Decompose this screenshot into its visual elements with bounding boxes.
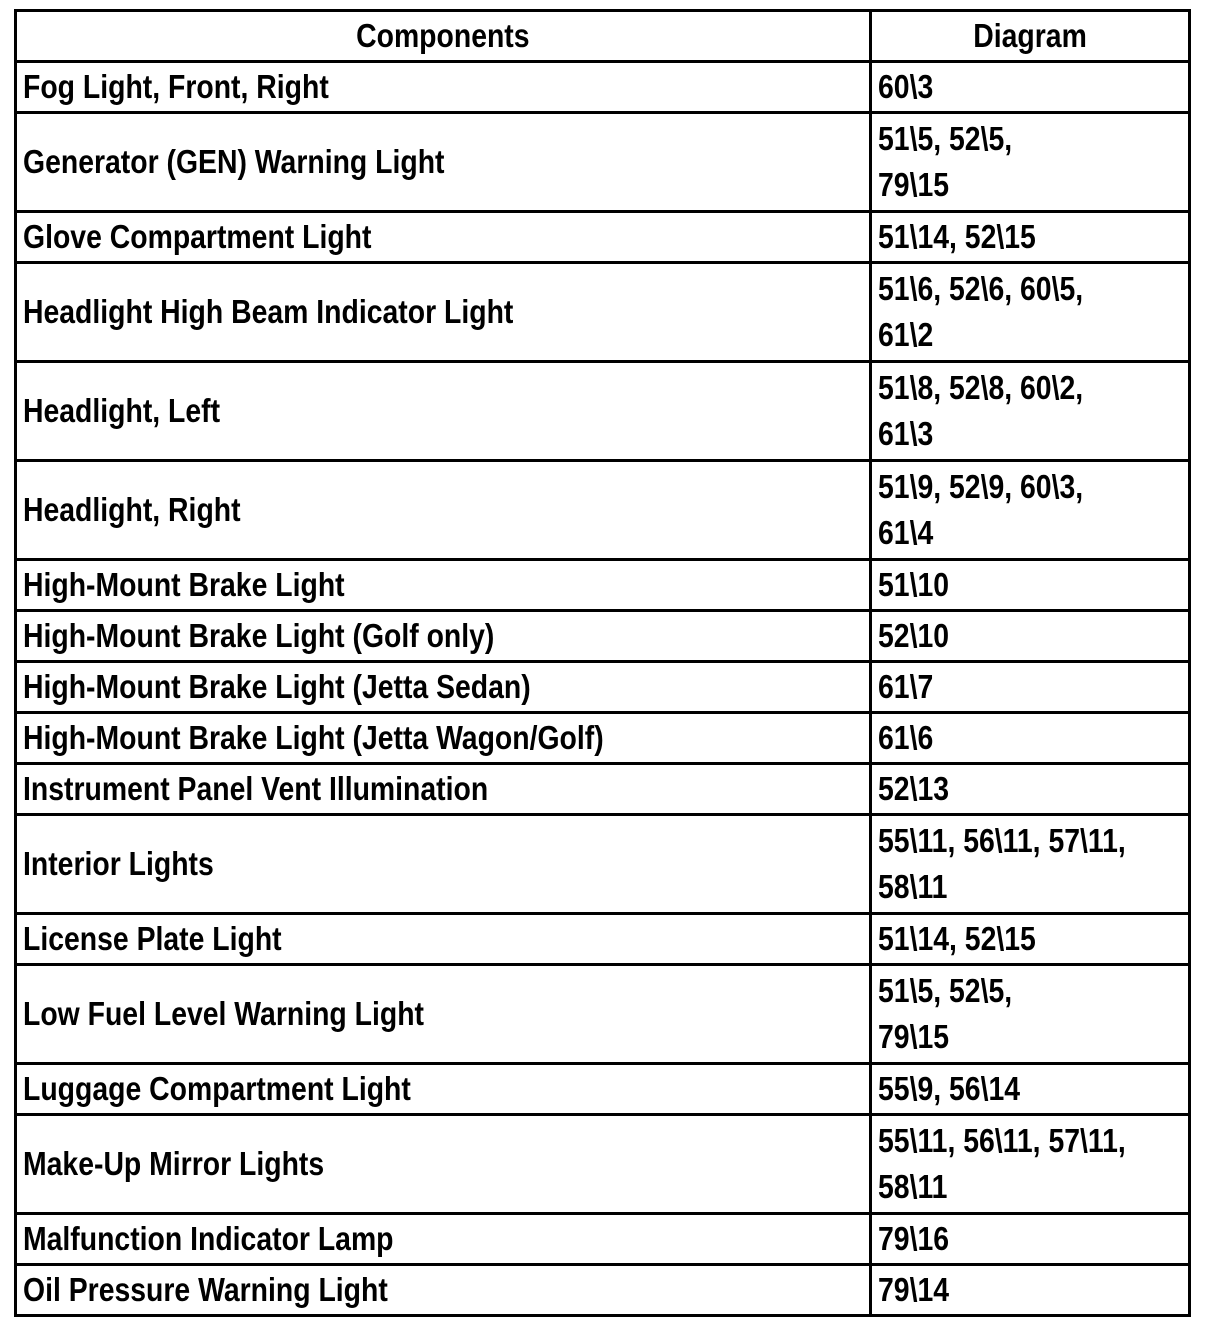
- component-cell: License Plate Light: [16, 914, 871, 965]
- diagram-cell: 51\14, 52\15: [871, 212, 1190, 263]
- table-row: [16, 914, 1190, 965]
- table-row: [16, 461, 1190, 560]
- component-cell: Make-Up Mirror Lights: [16, 1115, 871, 1214]
- component-cell: Instrument Panel Vent Illumination: [16, 764, 871, 815]
- table-row: [16, 965, 1190, 1064]
- diagram-cell: 51\10: [871, 560, 1190, 611]
- table-row: [16, 263, 1190, 362]
- component-cell: High-Mount Brake Light (Jetta Sedan): [16, 662, 871, 713]
- diagram-cell: 79\16: [871, 1214, 1190, 1265]
- diagram-cell: 51\5, 52\5, 79\15: [871, 113, 1190, 212]
- diagram-cell: 51\14, 52\15: [871, 914, 1190, 965]
- diagram-cell: 55\11, 56\11, 57\11, 58\11: [871, 1115, 1190, 1214]
- component-cell: High-Mount Brake Light: [16, 560, 871, 611]
- table-row: [16, 62, 1190, 113]
- diagram-cell: 52\10: [871, 611, 1190, 662]
- component-cell: Oil Pressure Warning Light: [16, 1265, 871, 1316]
- diagram-cell: 55\11, 56\11, 57\11, 58\11: [871, 815, 1190, 914]
- diagram-cell: 51\5, 52\5, 79\15: [871, 965, 1190, 1064]
- diagram-cell: 51\8, 52\8, 60\2, 61\3: [871, 362, 1190, 461]
- component-cell: Headlight, Right: [16, 461, 871, 560]
- component-cell: Fog Light, Front, Right: [16, 62, 871, 113]
- table-row: [16, 1064, 1190, 1115]
- component-cell: High-Mount Brake Light (Golf only): [16, 611, 871, 662]
- table-row: [16, 1265, 1190, 1316]
- diagram-cell: 55\9, 56\14: [871, 1064, 1190, 1115]
- diagram-cell: 51\6, 52\6, 60\5, 61\2: [871, 263, 1190, 362]
- table-header-row: [16, 11, 1190, 62]
- table-row: [16, 815, 1190, 914]
- table-row: [16, 560, 1190, 611]
- table-row: [16, 662, 1190, 713]
- diagram-cell: 52\13: [871, 764, 1190, 815]
- table-row: [16, 113, 1190, 212]
- table-row: [16, 713, 1190, 764]
- component-cell: Generator (GEN) Warning Light: [16, 113, 871, 212]
- table-row: [16, 212, 1190, 263]
- table-row: [16, 1214, 1190, 1265]
- component-cell: Headlight High Beam Indicator Light: [16, 263, 871, 362]
- component-cell: Malfunction Indicator Lamp: [16, 1214, 871, 1265]
- component-cell: Luggage Compartment Light: [16, 1064, 871, 1115]
- table-row: [16, 764, 1190, 815]
- diagram-cell: 79\14: [871, 1265, 1190, 1316]
- table-row: [16, 1115, 1190, 1214]
- diagram-cell: 60\3: [871, 62, 1190, 113]
- component-cell: Interior Lights: [16, 815, 871, 914]
- component-cell: Low Fuel Level Warning Light: [16, 965, 871, 1064]
- component-cell: Glove Compartment Light: [16, 212, 871, 263]
- components-diagram-table: [14, 9, 1191, 1317]
- table-row: [16, 362, 1190, 461]
- diagram-cell: 61\7: [871, 662, 1190, 713]
- diagram-cell: 61\6: [871, 713, 1190, 764]
- header-components: Components: [16, 11, 871, 62]
- header-diagram: Diagram: [871, 11, 1190, 62]
- table-body: [16, 62, 1190, 1316]
- diagram-cell: 51\9, 52\9, 60\3, 61\4: [871, 461, 1190, 560]
- component-cell: High-Mount Brake Light (Jetta Wagon/Golf): [16, 713, 871, 764]
- component-cell: Headlight, Left: [16, 362, 871, 461]
- table-row: [16, 611, 1190, 662]
